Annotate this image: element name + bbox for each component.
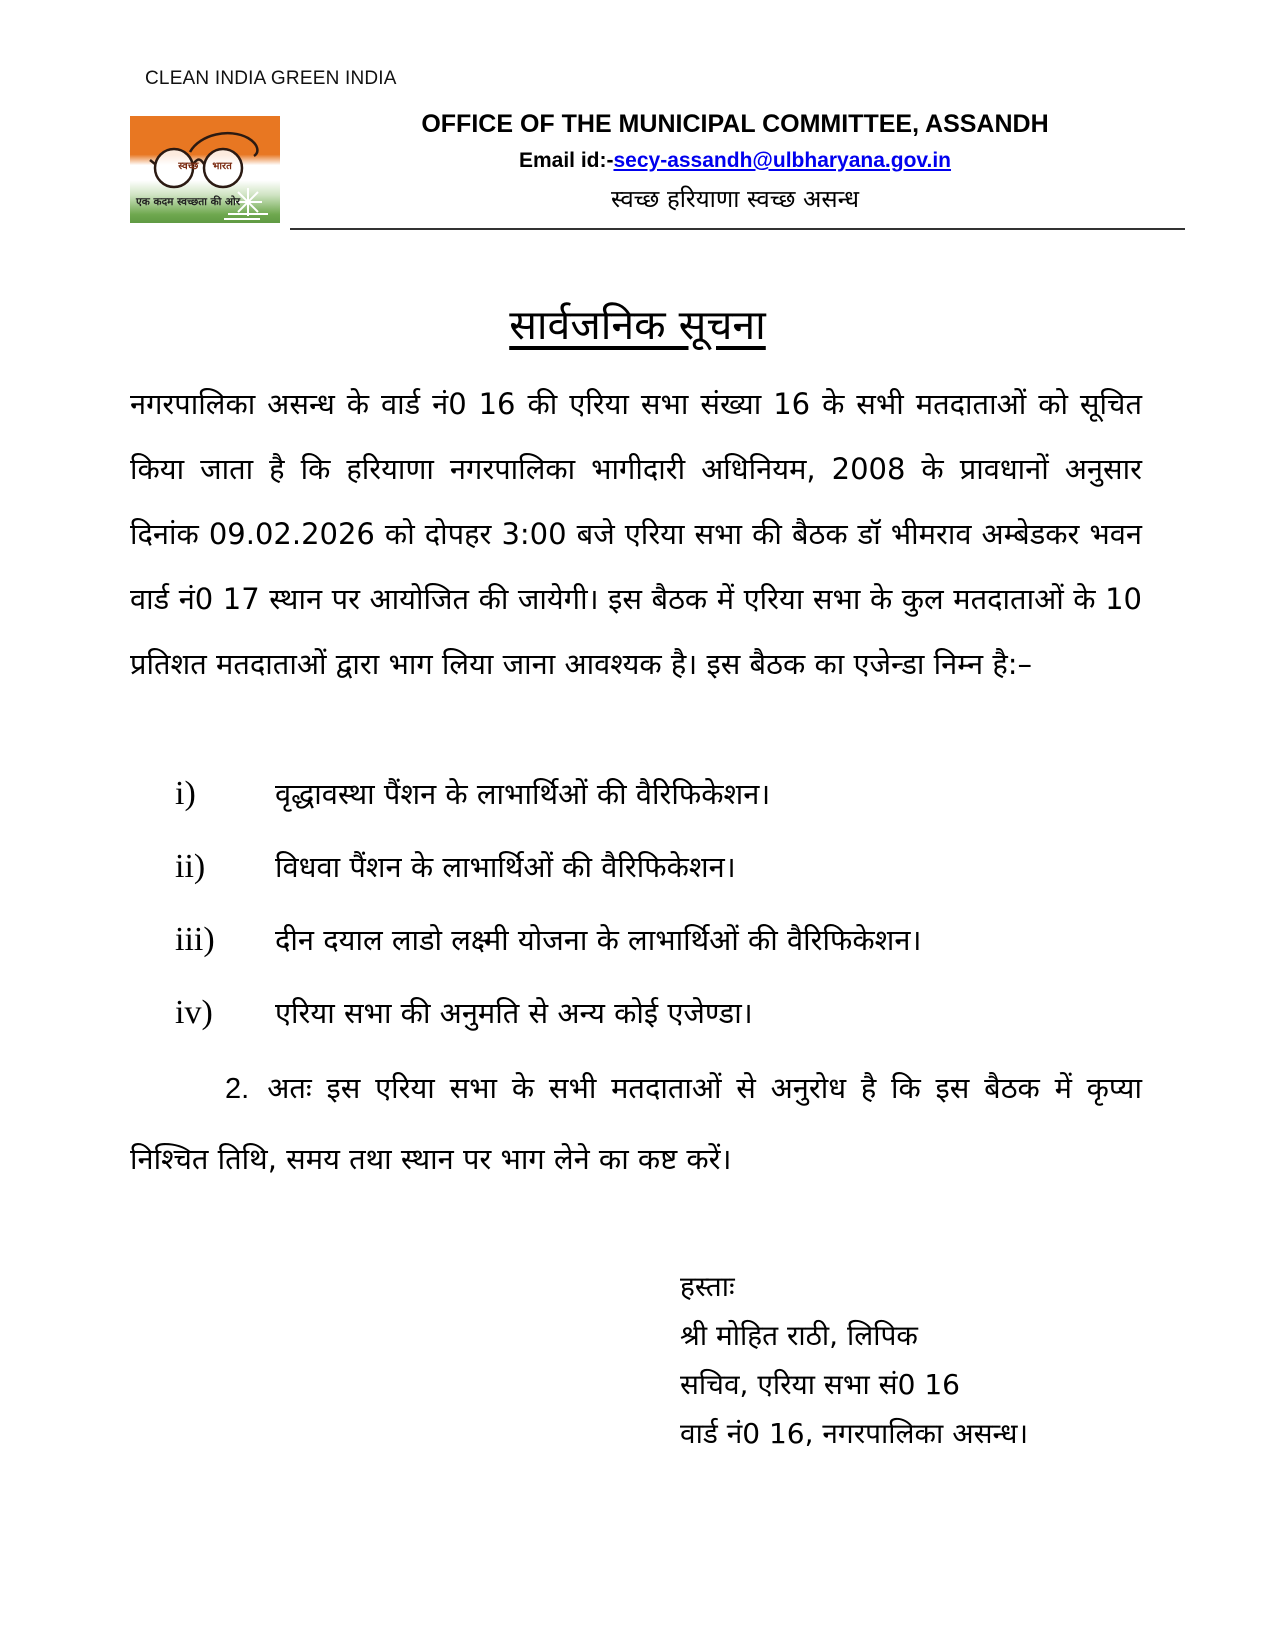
agenda-item-1 [175, 772, 1135, 816]
letterhead-subtitle: स्वच्छ हरियाणा स्वच्छ असन्ध [610, 185, 859, 213]
agenda-text-3: दीन दयाल लाडो लक्ष्मी योजना के लाभार्थिओं की वैरिफिकेशन। [275, 923, 922, 957]
email-link[interactable]: secy-assandh@ulbharyana.gov.in [613, 149, 952, 172]
signature-line-2: श्री मोहित राठी, लिपिक [680, 1319, 918, 1352]
signature-block [680, 1262, 1028, 1458]
notice-paragraph-1: नगरपालिका असन्ध के वार्ड नं0 16 की एरिया सभा संख्या 16 के सभी मतदाताओं को सूचित किया जाता है कि हरियाणा नगरपालिका भागीदारी अधिनियम, 2008 के प्रावधानों अनुसार दिनांक 09.02.2026 को दोपहर 3:00 बजे एरिया सभा की बैठक डॉ भीमराव अम्बेडकर भवन वार्ड नं0 17 स्थान पर आयोजित की जायेगी। इस बैठक में एरिया सभा के कुल मतदाताओं के 10 प्रतिशत मतदाताओं द्वारा भाग लिया जाना आवश्यक है। इस बैठक का एजेन्डा निम्न है:– [130, 387, 1142, 681]
letterhead [130, 108, 1190, 223]
agenda-text-1: वृद्धावस्था पैंशन के लाभार्थिओं की वैरिफिकेशन। [275, 777, 771, 811]
paragraph-2-text: अतः इस एरिया सभा के सभी मतदाताओं से अनुरोध है कि इस बैठक में कृप्या निश्चित तिथि, समय तथा स्थान पर भाग लेने का कष्ट करें। [130, 1071, 1142, 1176]
signature-line-4: वार्ड नं0 16, नगरपालिका असन्ध। [680, 1417, 1029, 1450]
header-divider [290, 228, 1185, 230]
paragraph-2-number: 2. [225, 1073, 250, 1105]
email-line [280, 149, 1190, 173]
email-label: Email id:- [518, 149, 614, 172]
logo-lens-text [130, 158, 280, 172]
agenda-item-4 [175, 991, 1135, 1035]
agenda-text-2: विधवा पैंशन के लाभार्थिओं की वैरिफिकेशन। [275, 850, 736, 884]
logo-lens-right-label: भारत [212, 161, 232, 172]
notice-paragraph-2 [130, 1053, 1142, 1194]
agenda-text-4: एरिया सभा की अनुमति से अन्य कोई एजेण्डा। [275, 996, 753, 1030]
office-title: OFFICE OF THE MUNICIPAL COMMITTEE, ASSANDH [421, 110, 1049, 138]
logo-lens-left-label: स्वच्छ [178, 161, 199, 172]
agenda-item-2 [175, 845, 1135, 889]
agenda-marker-2: ii) [175, 848, 206, 885]
agenda-marker-1: i) [175, 775, 196, 812]
signature-line-1: हस्ताः [680, 1270, 735, 1303]
letterhead-text [280, 108, 1190, 215]
logo-caption: एक कदम स्वच्छता की ओर [136, 196, 241, 208]
swachh-bharat-logo [130, 116, 280, 223]
agenda-marker-3: iii) [175, 921, 215, 958]
signature-line-3: सचिव, एरिया सभा सं0 16 [680, 1368, 960, 1401]
agenda-marker-4: iv) [175, 994, 213, 1031]
notice-title: सार्वजनिक सूचना [509, 301, 766, 349]
clean-india-tagline: CLEAN INDIA GREEN INDIA [145, 68, 397, 89]
agenda-list [175, 772, 1135, 1064]
agenda-item-3 [175, 918, 1135, 962]
